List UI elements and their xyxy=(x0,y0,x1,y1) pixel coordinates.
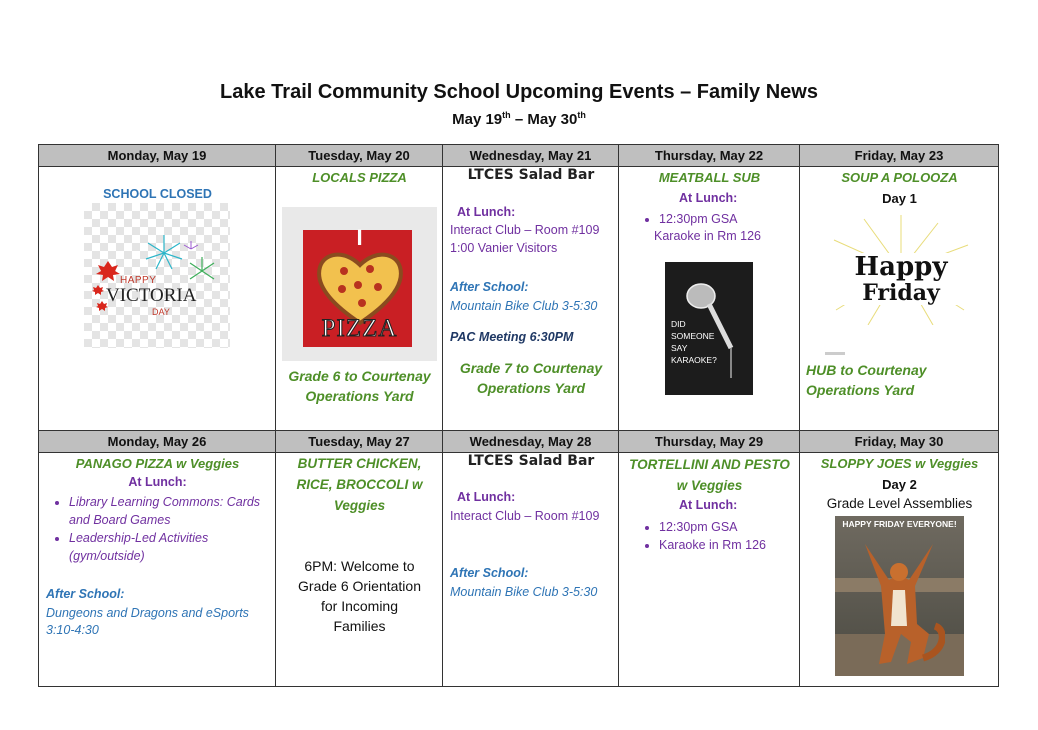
list-item: • Leadership-Led Activities (gym/outside) xyxy=(69,529,273,565)
day-cell-may21 xyxy=(443,167,619,431)
salad-bar: LTCES Salad Bar xyxy=(467,453,595,469)
day-header: Monday, May 26 xyxy=(39,431,276,453)
day-cell-may26 xyxy=(39,453,276,687)
lunch-item: Interact Club – Room #109 xyxy=(450,223,600,237)
lunch-item: Interact Club – Room #109 xyxy=(450,509,600,523)
list-item: • 12:30pm GSA xyxy=(659,212,796,226)
day-note: Grade 6 to Courtenay Operations Yard xyxy=(288,368,431,404)
pizza-img-i: I xyxy=(356,225,363,250)
list-item: • Karaoke in Rm 126 xyxy=(659,536,796,554)
day-header: Friday, May 30 xyxy=(800,431,999,453)
lunch-list xyxy=(631,212,796,226)
i-love-pizza-image xyxy=(282,207,437,361)
day-header: Wednesday, May 21 xyxy=(443,145,619,167)
after-school-item: Mountain Bike Club 3-5:30 xyxy=(450,299,598,313)
day-header: Wednesday, May 28 xyxy=(443,431,619,453)
lunch-menu: BUTTER CHICKEN, RICE, BROCCOLI w Veggies xyxy=(296,456,423,513)
page-title: Lake Trail Community School Upcoming Events – Family News xyxy=(220,81,818,103)
victoria-img-day: DAY xyxy=(152,307,170,317)
list-item: • Library Learning Commons: Cards and Board Games xyxy=(69,493,273,529)
lunch-menu: SOUP A POLOOZA xyxy=(841,170,958,185)
image-fragment xyxy=(825,352,845,355)
day-cell-may27 xyxy=(276,453,443,687)
friday-img-friday: Friday xyxy=(862,280,940,306)
day-cell-may19 xyxy=(39,167,276,431)
date-range: May 19th – May 30th xyxy=(452,110,586,128)
happy-friday-image xyxy=(828,215,974,325)
victoria-img-victoria: VICTORIA xyxy=(106,285,197,306)
at-lunch-label: At Lunch: xyxy=(128,475,187,489)
day-cell-may20 xyxy=(276,167,443,431)
lunch-menu: LOCALS PIZZA xyxy=(312,170,407,185)
at-lunch-label: At Lunch: xyxy=(679,498,738,512)
karaoke-img-text: DID SOMEONE SAY KARAOKE? xyxy=(671,319,717,365)
victoria-img-happy: HAPPY xyxy=(120,275,157,286)
after-school-label: After School: xyxy=(46,587,125,601)
at-lunch-label: At Lunch: xyxy=(457,205,516,219)
pizza-img-pizza: PIZZA xyxy=(321,315,398,342)
day-note: Grade 7 to Courtenay Operations Yard xyxy=(459,360,603,396)
at-lunch-label: At Lunch: xyxy=(457,490,516,504)
squirrel-image xyxy=(835,516,964,676)
lunch-menu: SLOPPY JOES w Veggies xyxy=(820,456,979,471)
school-day: Day 2 xyxy=(882,477,917,492)
day-cell-may29 xyxy=(619,453,800,687)
lunch-item: 1:00 Vanier Visitors xyxy=(450,241,558,255)
fireworks-icon xyxy=(84,203,230,348)
event-text: 6PM: Welcome to Grade 6 Orientation for Incoming Families xyxy=(298,558,421,634)
lunch-menu: MEATBALL SUB xyxy=(658,170,761,185)
victoria-day-image xyxy=(84,203,230,348)
friday-img-happy: Happy xyxy=(854,252,948,282)
event-text: Grade Level Assemblies xyxy=(826,496,973,511)
list-item: • 12:30pm GSA xyxy=(659,518,796,536)
after-school-item: Dungeons and Dragons and eSports 3:10-4:30 xyxy=(46,606,249,637)
squirrel-img-caption: HAPPY FRIDAY EVERYONE! xyxy=(842,519,957,529)
lunch-list xyxy=(41,493,273,565)
day-header: Monday, May 19 xyxy=(39,145,276,167)
school-day: Day 1 xyxy=(882,191,917,206)
at-lunch-label: At Lunch: xyxy=(679,191,738,205)
day-header: Tuesday, May 27 xyxy=(276,431,443,453)
lunch-menu: PANAGO PIZZA w Veggies xyxy=(75,456,240,471)
events-calendar xyxy=(38,144,999,687)
after-school-label: After School: xyxy=(450,280,529,294)
day-cell-may30 xyxy=(800,453,999,687)
day-header: Tuesday, May 20 xyxy=(276,145,443,167)
day-cell-may28 xyxy=(443,453,619,687)
squirrel-icon xyxy=(855,534,945,674)
day-cell-may22 xyxy=(619,167,800,431)
day-header: Friday, May 23 xyxy=(800,145,999,167)
salad-bar: LTCES Salad Bar xyxy=(467,167,595,183)
day-cell-may23 xyxy=(800,167,999,431)
karaoke-image xyxy=(665,262,753,395)
after-school-label: After School: xyxy=(450,566,529,580)
day-header: Thursday, May 22 xyxy=(619,145,800,167)
lunch-menu: TORTELLINI AND PESTO w Veggies xyxy=(629,457,790,493)
day-header: Thursday, May 29 xyxy=(619,431,800,453)
school-closed-heading: SCHOOL CLOSED xyxy=(103,187,212,201)
day-note: HUB to Courtenay Operations Yard xyxy=(806,362,927,398)
list-item: Karaoke in Rm 126 xyxy=(654,229,762,243)
after-school-item: Mountain Bike Club 3-5:30 xyxy=(450,585,598,599)
pac-meeting: PAC Meeting 6:30PM xyxy=(450,330,574,344)
lunch-list xyxy=(631,518,796,554)
